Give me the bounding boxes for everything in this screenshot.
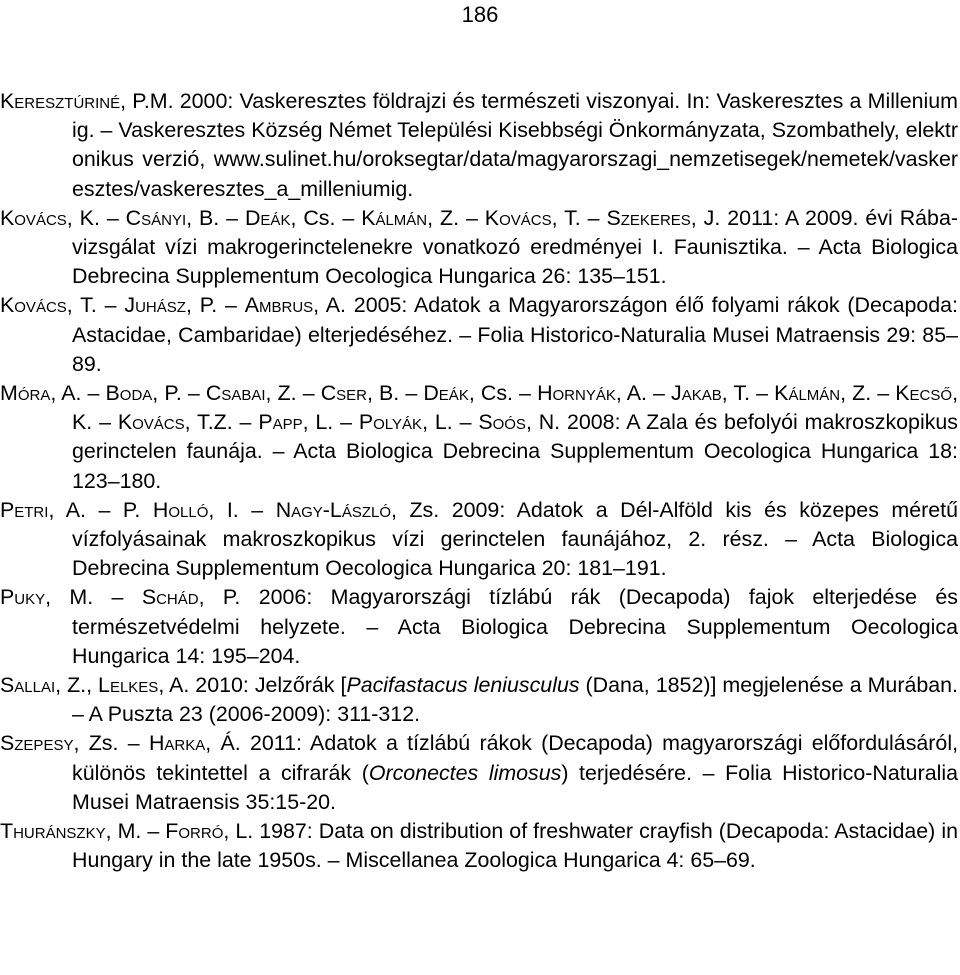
reference-author: Kovács [484,205,552,230]
page-number: 186 [461,2,499,27]
reference-text: , B. – [186,205,245,230]
reference-author: Juhász [124,293,186,318]
reference-text: , Cs. – [290,205,362,230]
reference-author: Sallai [0,673,56,698]
reference-text: , T. – [551,205,607,230]
reference-author: Kovács [0,205,67,230]
reference-author: Nagy-László [275,497,392,522]
reference-text: , L. – [302,410,359,435]
reference-author: Forró [165,819,224,844]
reference-taxon: Orconectes limosus [368,760,562,785]
reference-author: Deák [423,381,469,406]
reference-author: Puky [0,585,46,610]
reference-taxon: Pacifastacus leniusculus [346,673,580,698]
reference-author: Ambrus [244,293,314,318]
reference-text: , Zs. 2009: Adatok a Dél-Alföld kis és közepes méretű vízfolyásainak makroszkopikus vízi gerinctelen faunájához, 2. rész. – Acta Biologica Debrecina Supplementum Oecologica Hungarica 20: 181–191. [72,497,958,581]
reference-author: Kálmán [774,381,841,406]
reference-author: Boda [105,381,153,406]
reference-text: , A. – [50,381,106,406]
reference-text: , M. – [105,819,166,844]
reference-author: Petri [0,497,49,522]
reference-author: Móra [0,381,51,406]
reference-author: Deák [244,205,291,230]
reference-author: Hornyák [537,381,616,406]
reference-text: , L. – [422,410,479,435]
reference-entry [0,204,958,292]
reference-text: , T. – [721,381,775,406]
reference-text: , B. – [367,381,424,406]
reference-author: Holló [152,497,209,522]
reference-text: , Á. 2011: Adatok a tízlábú rákok (Decapoda) magyarországi előfordulásáról, különös tekintettel a cifrarák ( [72,731,959,785]
reference-text: (Dana, 1852)] megjelenése a Murában. – A Puszta 23 (2006-2009): 311-312. [72,673,958,727]
reference-text: , Cs. – [468,381,538,406]
reference-text: , Z., [55,673,99,698]
reference-author: Csányi [125,205,187,230]
reference-entry [0,817,958,875]
reference-text: , M. – [45,585,142,610]
reference-entry [0,291,958,379]
reference-list [0,87,958,875]
reference-author: Kálmán [361,205,428,230]
reference-author: Keresztúriné [0,89,121,113]
reference-author: Lelkes [98,673,159,698]
reference-author: Soós [478,410,526,435]
reference-entry [0,583,958,671]
reference-entry [0,379,958,496]
reference-entry [0,729,958,817]
reference-text: , Zs. – [73,731,149,756]
reference-text: , Z. – [265,381,321,406]
reference-text: , P.M. 2000: Vaskeresztes földrajzi és természeti viszonyai. In: Vaskeresztes a Milleniumig. – Vaskeresztes Község Német Települési Kisebbségi Önkormányzata, Szombathely, elektronikus verzió, www.sulinet.hu/oroksegtar/data/magyarorszagi_nemzetisegek/nemetek/vaskeresztes/vaskeresztes_a_milleniumig. [72,89,958,201]
reference-text: , I. – [208,497,276,522]
reference-text: ) terjedésére. – Folia Historico-Naturalia Musei Matraensis 35:15-20. [72,760,958,814]
reference-text: , T.Z. – [184,410,259,435]
reference-text: , L. 1987: Data on distribution of freshwater crayfish (Decapoda: Astacidae) in Hungary in the late 1950s. – Miscellanea Zoologica Hungarica 4: 65–69. [72,819,958,873]
reference-author: Kovács [117,410,185,435]
reference-entry [0,87,958,204]
reference-text: , A. 2005: Adatok a Magyarországon élő folyami rákok (Decapoda: Astacidae, Cambaridae) elterjedéséhez. – Folia Historico-Naturalia Musei Matraensis 29: 85–89. [72,293,958,376]
reference-text: , J. 2011: A 2009. évi Rába-vizsgálat vízi makrogerinctelenekre vonatkozó eredményei I. Faunisztika. – Acta Biologica Debrecina Supplementum Oecologica Hungarica 26: 135–151. [72,205,958,289]
reference-author: Polyák [358,410,423,435]
reference-author: Cser [320,381,367,406]
reference-text: , A. – P. [48,497,153,522]
reference-text: , Z. – [427,205,485,230]
reference-entry [0,496,958,584]
reference-text: , T. – [66,293,125,318]
reference-text: , N. 2008: A Zala és befolyói makroszkopikus gerinctelen faunája. – Acta Biologica Debrecina Supplementum Oecologica Hungarica 18: 123–180. [72,410,958,493]
reference-text: , K. – [66,205,126,230]
reference-author: Kovács [0,293,67,318]
reference-author: Kecső [895,381,953,406]
reference-author: Schád [141,585,199,610]
reference-author: Szepesy [0,731,74,756]
reference-author: Harka [148,731,206,756]
reference-text: , K. – [72,381,959,435]
reference-author: Thuránszky [0,819,106,844]
reference-text: , Z. – [840,381,896,406]
reference-text: , P. – [152,381,206,406]
reference-entry [0,671,958,729]
reference-author: Jakab [671,381,722,406]
reference-author: Szekeres [606,205,691,230]
reference-author: Csabai [205,381,266,406]
reference-text: , P. 2006: Magyarországi tízlábú rák (Decapoda) fajok elterjedése és természetvédelmi helyzete. – Acta Biologica Debrecina Supplementum Oecologica Hungarica 14: 195–204. [72,585,959,668]
reference-text: , P. – [185,293,245,318]
reference-text: , A. – [615,381,672,406]
reference-author: Papp [258,410,303,435]
reference-text: , A. 2010: Jelzőrák [ [158,673,347,698]
